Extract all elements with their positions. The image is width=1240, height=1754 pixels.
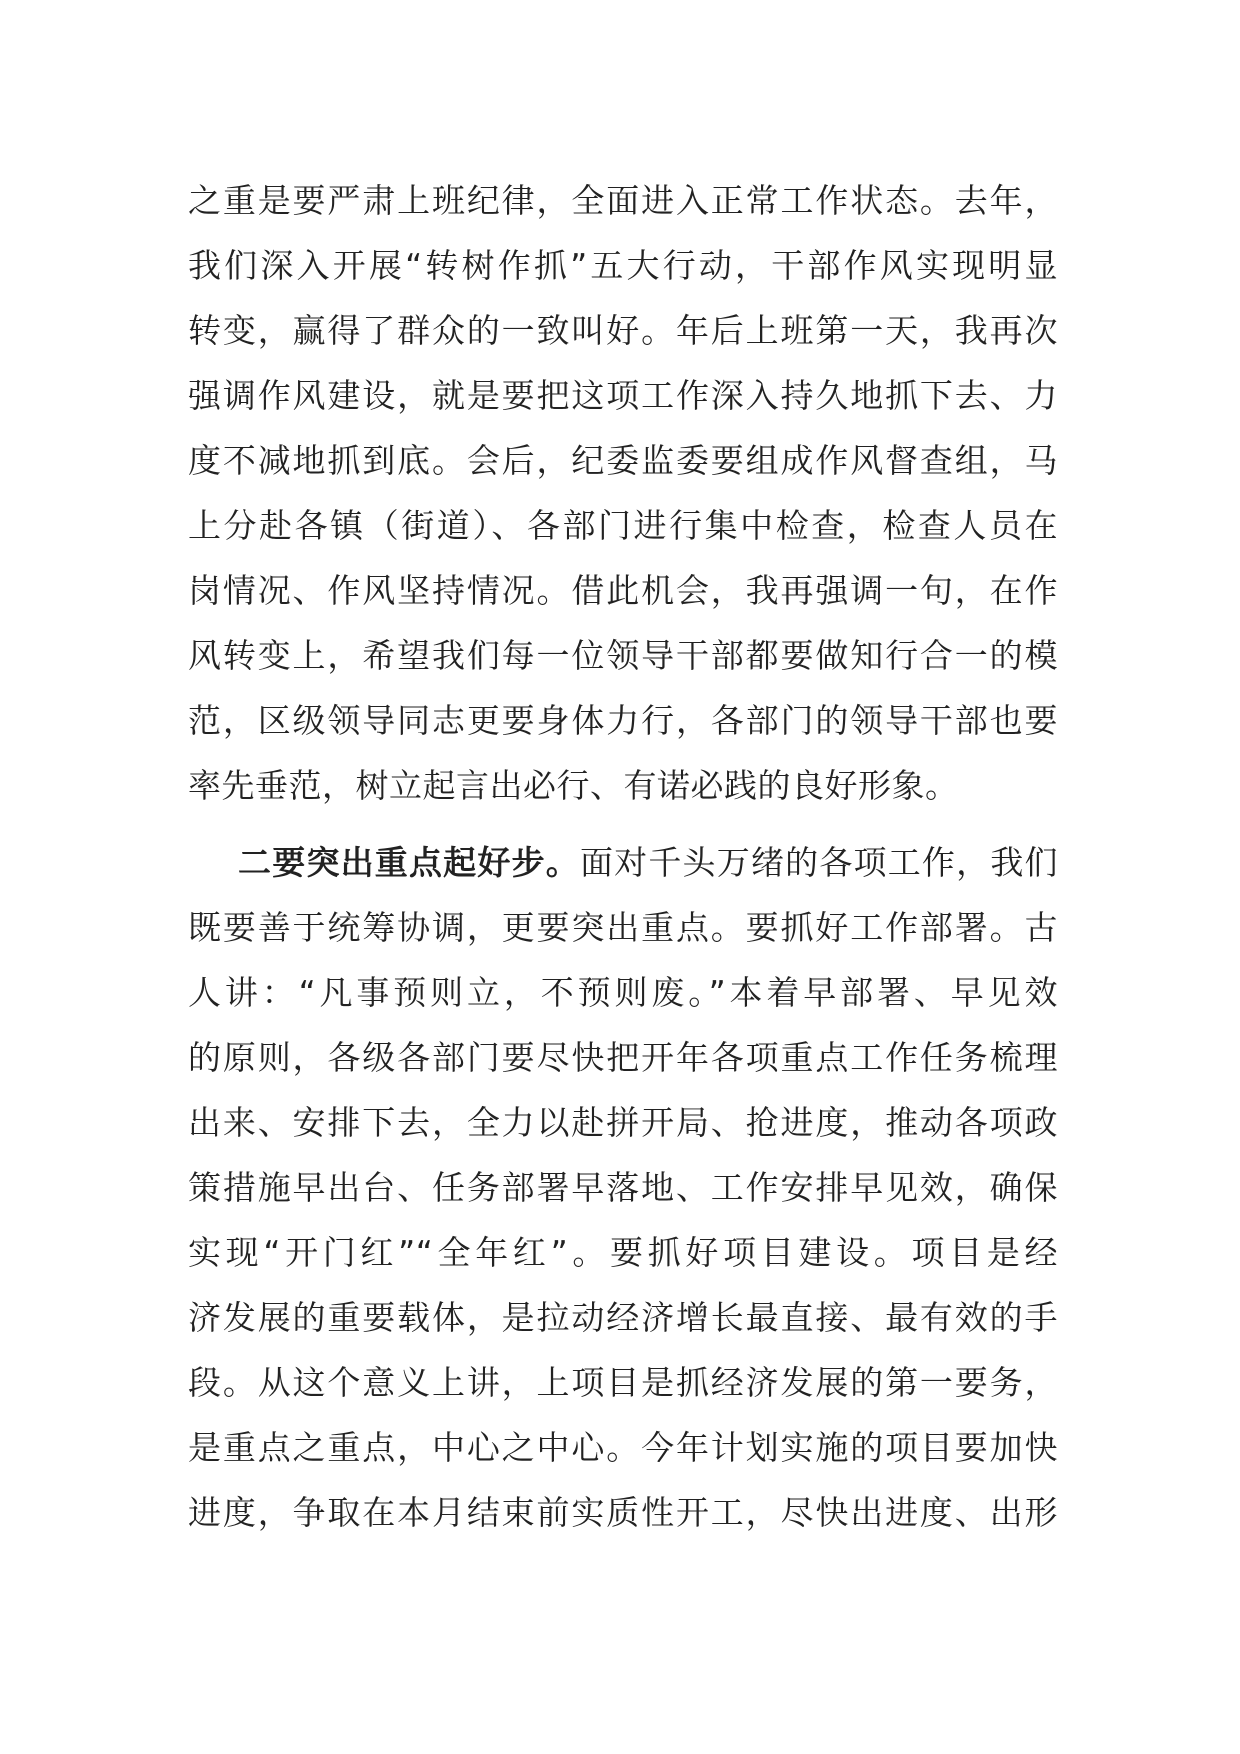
paragraph-line: 是重点之重点，中心之中心。今年计划实施的项目要加快 [188, 1428, 1058, 1467]
paragraph-1 [188, 168, 1058, 818]
paragraph-line: 济发展的重要载体，是拉动经济增长最直接、最有效的手 [188, 1298, 1058, 1337]
paragraph-line: 风转变上，希望我们每一位领导干部都要做知行合一的模 [188, 636, 1058, 675]
paragraph-line-rest: 面对千头万绪的各项工作，我们 [579, 843, 1059, 882]
paragraph-line: 既要善于统筹协调，更要突出重点。要抓好工作部署。古 [188, 908, 1058, 947]
paragraph-line: 上分赴各镇（街道）、各部门进行集中检查，检查人员在 [188, 506, 1058, 545]
paragraph-line: 强调作风建设，就是要把这项工作深入持久地抓下去、力 [188, 376, 1058, 415]
paragraph-line: 范，区级领导同志更要身体力行，各部门的领导干部也要 [188, 701, 1058, 740]
paragraph-line: 出来、安排下去，全力以赴拼开局、抢进度，推动各项政 [188, 1103, 1058, 1142]
paragraph-line: 之重是要严肃上班纪律，全面进入正常工作状态。去年， [188, 181, 1058, 220]
paragraph-line: 转变，赢得了群众的一致叫好。年后上班第一天，我再次 [188, 311, 1058, 350]
paragraph-line: 岗情况、作风坚持情况。借此机会，我再强调一句，在作 [188, 571, 1058, 610]
paragraph-line: 段。从这个意义上讲，上项目是抓经济发展的第一要务， [188, 1363, 1058, 1402]
paragraph-line: 的原则，各级各部门要尽快把开年各项重点工作任务梳理 [188, 1038, 1058, 1077]
paragraph-2 [188, 830, 1058, 1545]
paragraph-first-line [188, 830, 1058, 895]
paragraph-line: 率先垂范，树立起言出必行、有诺必践的良好形象。 [188, 766, 959, 805]
paragraph-line: 我们深入开展“转树作抓”五大行动，干部作风实现明显 [188, 246, 1058, 285]
paragraph-line: 人讲：“凡事预则立，不预则废。”本着早部署、早见效 [188, 973, 1058, 1012]
paragraph-line: 度不减地抓到底。会后，纪委监委要组成作风督查组，马 [188, 441, 1058, 480]
paragraph-line: 进度，争取在本月结束前实质性开工，尽快出进度、出形 [188, 1493, 1058, 1532]
paragraph-line: 策措施早出台、任务部署早落地、工作安排早见效，确保 [188, 1168, 1058, 1207]
document-page [188, 168, 1058, 1545]
section-lead-heading: 二要突出重点起好步。 [238, 843, 580, 882]
paragraph-line: 实现“开门红”“全年红”。要抓好项目建设。项目是经 [188, 1233, 1058, 1272]
